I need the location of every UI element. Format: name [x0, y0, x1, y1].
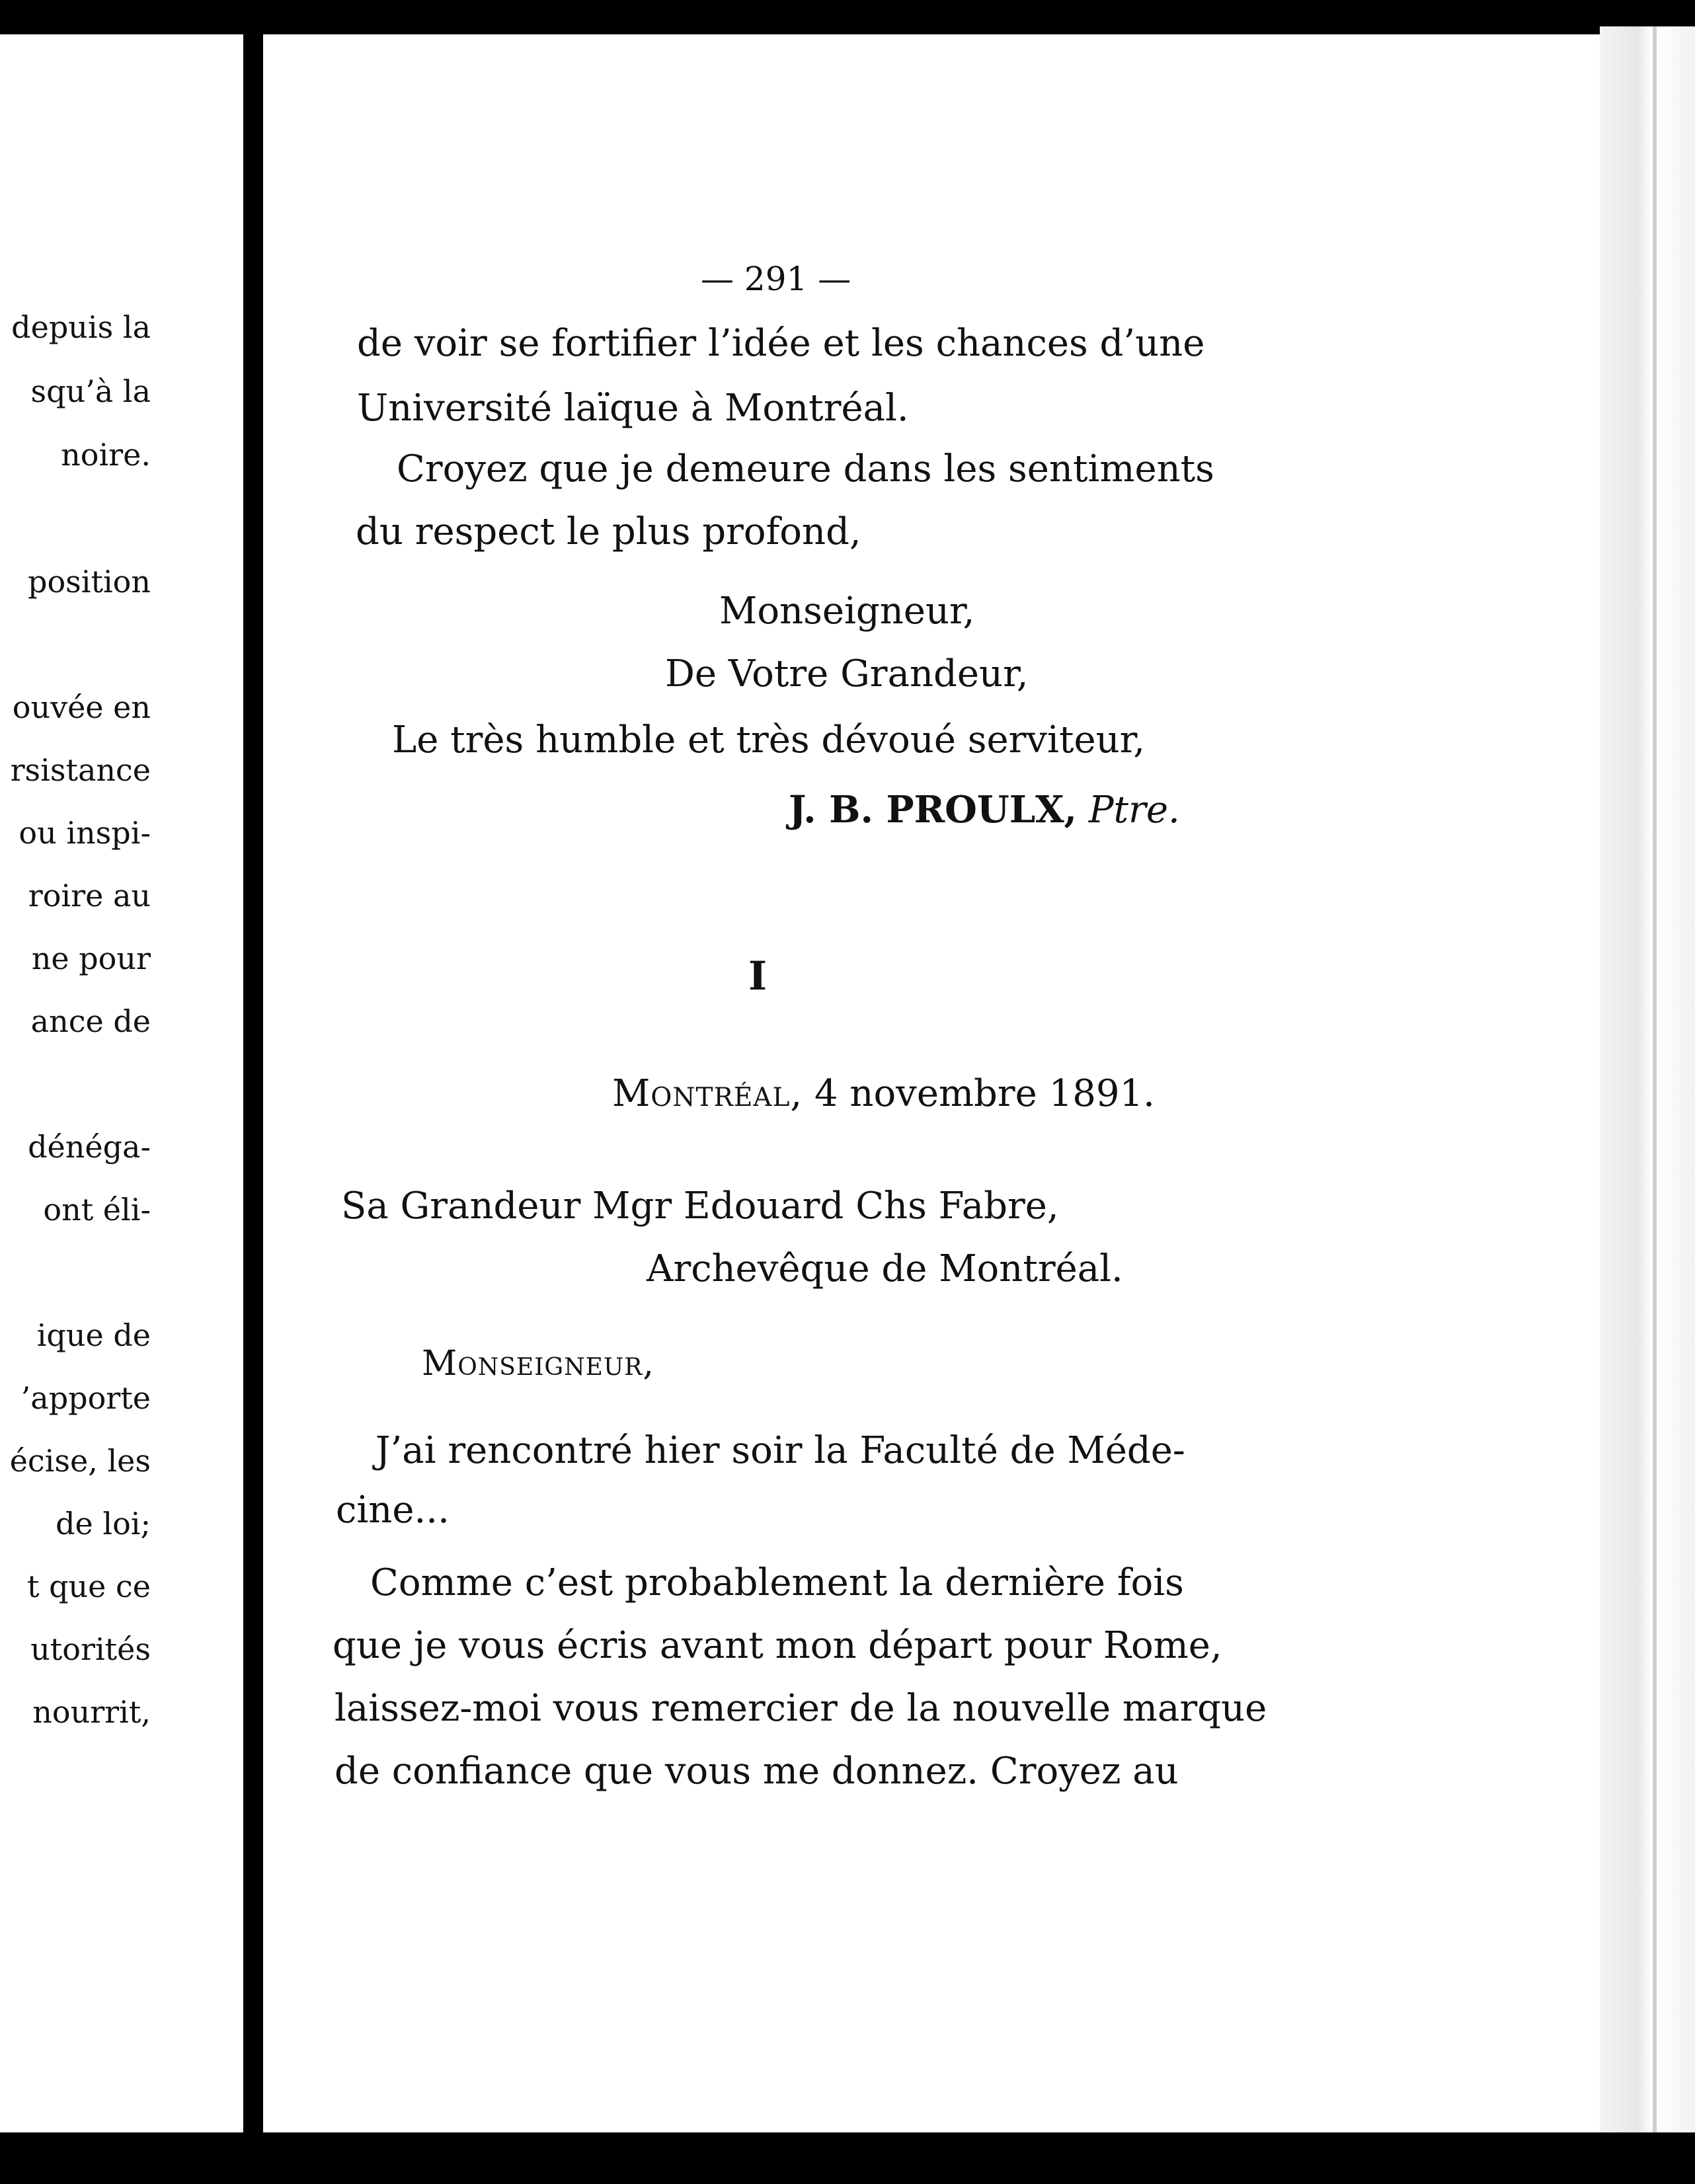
- dateline: [612, 1072, 1155, 1115]
- left-line: depuis la: [11, 309, 151, 345]
- left-line: roire au: [28, 878, 151, 914]
- left-line: noire.: [61, 437, 151, 473]
- closing-salutation: Monseigneur,: [719, 590, 975, 633]
- left-line: t que ce: [26, 1569, 151, 1604]
- dateline-place: Montréal,: [612, 1072, 803, 1115]
- body-line: Université laïque à Montréal.: [357, 387, 909, 430]
- left-line: nourrit,: [32, 1694, 151, 1730]
- body-line: J’ai rencontré hier soir la Faculté de Méde-: [375, 1429, 1185, 1472]
- body-line: laissez-moi vous remercier de la nouvelle marque: [335, 1687, 1267, 1730]
- left-line: ance de: [30, 1003, 151, 1039]
- body-line: Croyez que je demeure dans les sentiments: [397, 448, 1214, 490]
- left-line: écise, les: [9, 1443, 151, 1479]
- signature-title: Ptre.: [1088, 789, 1180, 832]
- addressee-line-1: Sa Grandeur Mgr Edouard Chs Fabre,: [341, 1185, 1059, 1228]
- left-line: ’apporte: [20, 1380, 151, 1416]
- left-line: utorités: [30, 1631, 151, 1667]
- dateline-date: 4 novembre 1891.: [814, 1072, 1155, 1115]
- body-line: de confiance que vous me donnez. Croyez au: [335, 1750, 1179, 1793]
- left-line: position: [28, 564, 151, 600]
- left-line: de loi;: [56, 1506, 151, 1541]
- left-line: squ’à la: [30, 373, 151, 409]
- body-line: Comme c’est probablement la dernière fois: [370, 1561, 1184, 1604]
- left-page-fragment: [0, 34, 243, 2132]
- body-line: de voir se fortifier l’idée et les chances d’une: [357, 322, 1205, 365]
- closing-grandeur: De Votre Grandeur,: [665, 652, 1029, 695]
- scan-frame-bottom: [0, 2132, 1695, 2184]
- page-edge-line: [1653, 26, 1657, 2135]
- left-line: ique de: [36, 1317, 151, 1353]
- page-number: — 291 —: [701, 260, 851, 298]
- body-line: que je vous écris avant mon départ pour Rome,: [333, 1624, 1222, 1667]
- book-gutter: [243, 26, 263, 2142]
- body-line: du respect le plus profond,: [356, 510, 861, 553]
- addressee-line-2: Archevêque de Montréal.: [647, 1247, 1123, 1290]
- right-page: [263, 34, 1600, 2132]
- signature: [789, 788, 1180, 832]
- left-line: ne pour: [31, 941, 151, 976]
- page-edge-shade: [1600, 26, 1695, 2135]
- body-line: cine...: [336, 1489, 450, 1532]
- section-numeral: I: [748, 953, 768, 999]
- greeting: Monseigneur,: [422, 1344, 654, 1384]
- closing-servant: Le très humble et très dévoué serviteur,: [392, 719, 1146, 761]
- left-line: ouvée en: [12, 689, 151, 725]
- left-line: ou inspi-: [19, 815, 151, 851]
- signature-name: J. B. PROULX,: [789, 788, 1078, 832]
- left-line: rsistance: [10, 752, 151, 788]
- left-line: ont éli-: [43, 1192, 151, 1228]
- left-line: dénéga-: [28, 1129, 151, 1165]
